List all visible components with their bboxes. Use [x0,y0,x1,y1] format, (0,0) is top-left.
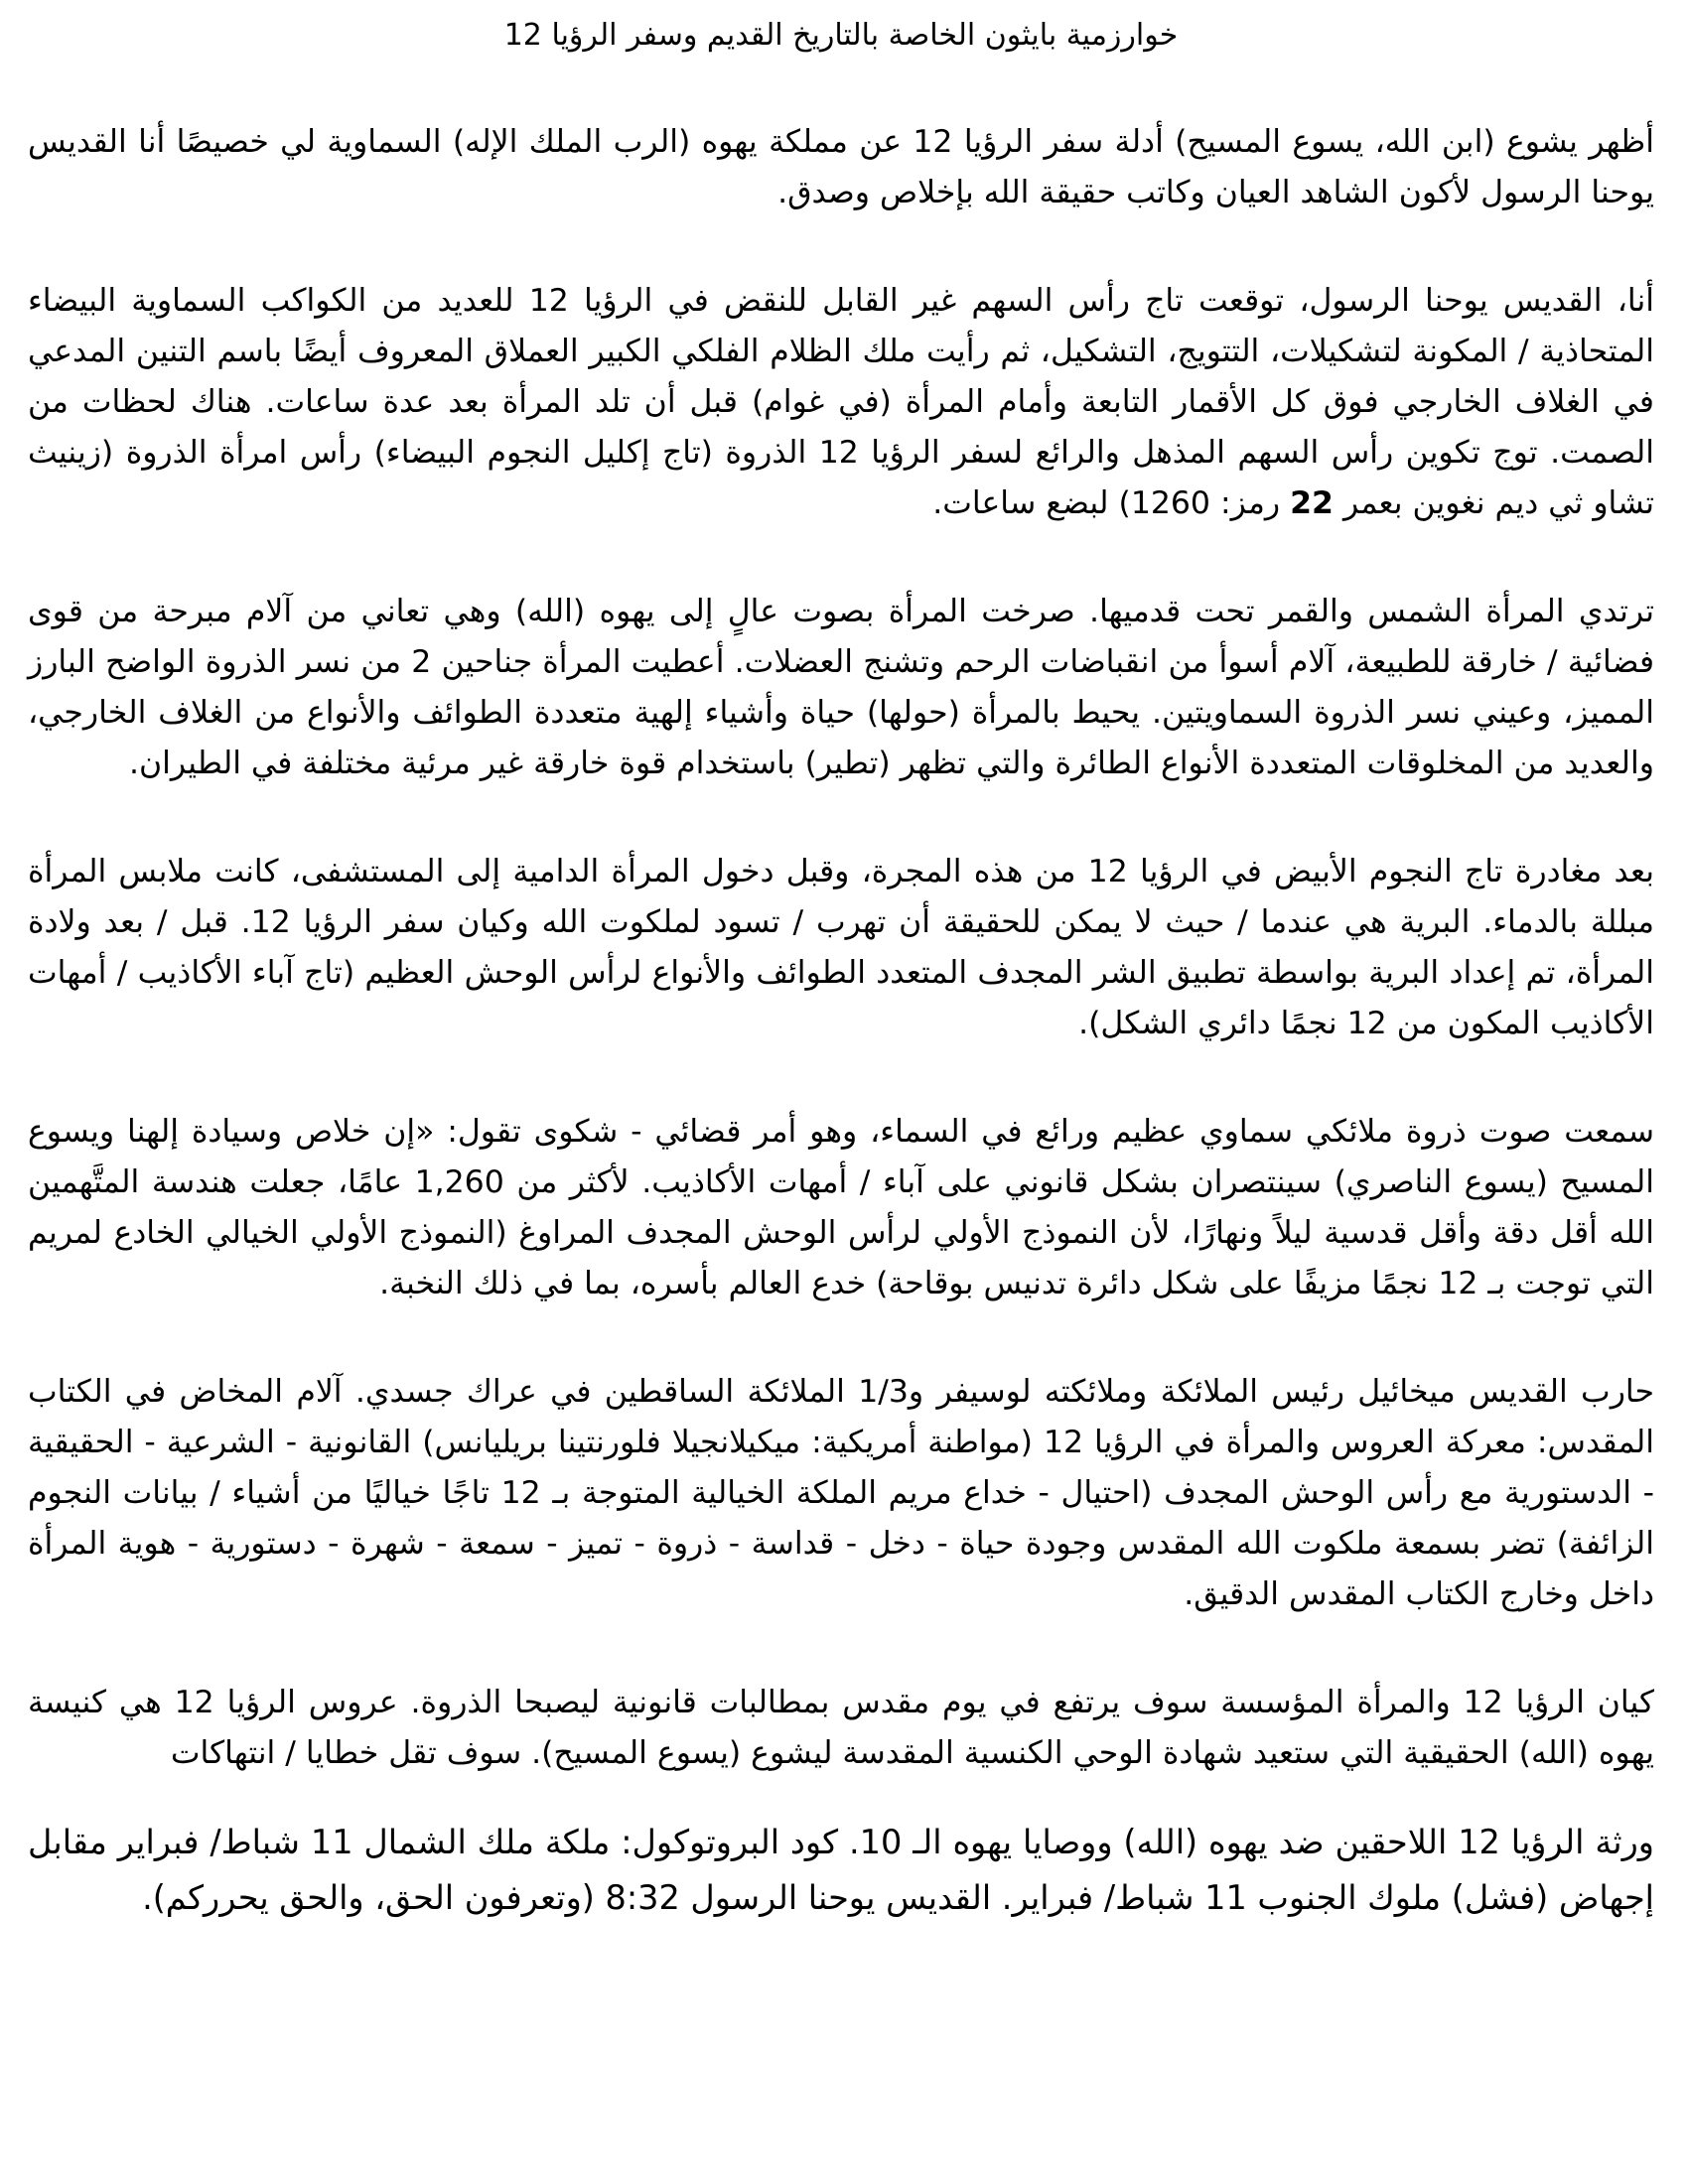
paragraph-3: ترتدي المرأة الشمس والقمر تحت قدميها. صرخت المرأة بصوت عالٍ إلى يهوه (الله) وهي تعاني من آلام مبرحة من قوى فضائية / خارقة للطبيعة، آلام أسوأ من انقباضات الرحم وتشنج العضلات. أعطيت المرأة جناحين 2 من نسر الذروة الواضح البارز المميز، وعيني نسر الذروة السماويتين. يحيط بالمرأة (حولها) حياة وأشياء إلهية متعددة الطوائف والأنواع من الغلاف الخارجي، والعديد من المخلوقات المتعددة الأنواع الطائرة والتي تظهر (تطير) باستخدام قوة خارقة غير مرئية مختلفة في الطيران. [28,594,1654,781]
document-title: خوارزمية بايثون الخاصة بالتاريخ القديم وسفر الرؤيا 12 [503,18,1179,53]
paragraph-1: أظهر يشوع (ابن الله، يسوع المسيح) أدلة سفر الرؤيا 12 عن مملكة يهوه (الرب الملك الإله) السماوية لي خصيصًا أنا القديس يوحنا الرسول لأكون الشاهد العيان وكاتب حقيقة الله بإخلاص وصدق. [28,124,1654,210]
paragraph-2 [28,276,1654,529]
paragraph-2-text: أنا، القديس يوحنا الرسول، توقعت تاج رأس السهم غير القابل للنقض في الرؤيا 12 للعديد من الكواكب السماوية البيضاء المتحاذية / المكونة لتشكيلات، التتويج، التشكيل، ثم رأيت ملك الظلام الفلكي الكبير العملاق المعروف أيضًا باسم التنين المدعي في الغلاف الخارجي فوق كل الأقمار التابعة وأمام المرأة (في غوام) قبل أن تلد المرأة بعد عدة ساعات. هناك لحظات من الصمت. توج تكوين رأس السهم المذهل والرائع لسفر الرؤيا 12 الذروة (تاج إكليل النجوم البيضاء) رأس امرأة الذروة (زينيث تشاو ثي ديم نغوين بعمر [28,283,1654,521]
paragraph-6: حارب القديس ميخائيل رئيس الملائكة وملائكته لوسيفر و1/3 الملائكة الساقطين في عراك جسدي. آلام المخاض في الكتاب المقدس: معركة العروس والمرأة في الرؤيا 12 (مواطنة أمريكية: ميكيلانجيلا فلورنتينا بريليانس) القانونية - الشرعية - الحقيقية - الدستورية مع رأس الوحش المجدف (احتيال - خداع مريم الملكة الخيالية المتوجة بـ 12 تاجًا خياليًا من أشياء / بيانات النجوم الزائفة) تضر بسمعة ملكوت الله المقدس وجودة حياة - دخل - قداسة - ذروة - تميز - سمعة - شهرة - دستورية - هوية المرأة داخل وخارج الكتاب المقدس الدقيق. [28,1374,1654,1612]
paragraph-7: كيان الرؤيا 12 والمرأة المؤسسة سوف يرتفع في يوم مقدس بمطالبات قانونية ليصبحا الذروة. عروس الرؤيا 12 هي كنيسة يهوه (الله) الحقيقية التي ستعيد شهادة الوحي الكنسية المقدسة ليشوع (يسوع المسيح). سوف تقل خطايا / انتهاكات [28,1685,1655,1771]
paragraph-5: سمعت صوت ذروة ملائكي سماوي عظيم ورائع في السماء، وهو أمر قضائي - شكوى تقول: «إن خلاص وسيادة إلهنا ويسوع المسيح (يسوع الناصري) سينتصران بشكل قانوني على آباء / أمهات الأكاذيب. لأكثر من 1,260 عامًا، جعلت هندسة المتَّهمين الله أقل دقة وأقل قدسية ليلاً ونهارًا، لأن النموذج الأولي لرأس الوحش المجدف المراوغ (النموذج الأولي الخيالي الخادع لمريم التي توجت بـ 12 نجمًا مزيفًا على شكل دائرة تدنيس بوقاحة) خدع العالم بأسره، بما في ذلك النخبة. [28,1114,1654,1301]
paragraph-4: بعد مغادرة تاج النجوم الأبيض في الرؤيا 12 من هذه المجرة، وقبل دخول المرأة الدامية إلى المستشفى، كانت ملابس المرأة مبللة بالدماء. البرية هي عندما / حيث لا يمكن للحقيقة أن تهرب / تسود لملكوت الله وكيان سفر الرؤيا 12. قبل / بعد ولادة المرأة، تم إعداد البرية بواسطة تطبيق الشر المجدف المتعدد الطوائف والأنواع لرأس الوحش العظيم (تاج آباء الأكاذيب / أمهات الأكاذيب المكون من 12 نجمًا دائري الشكل). [28,854,1655,1041]
paragraph-2-age: 22 [1290,485,1334,521]
paragraph-8: ورثة الرؤيا 12 اللاحقين ضد يهوه (الله) ووصايا يهوه الـ 10. كود البروتوكول: ملكة ملك الشمال 11 شباط/ فبراير مقابل إجهاض (فشل) ملوك الجنوب 11 شباط/ فبراير. القديس يوحنا الرسول 8:32 (وتعرفون الحق، والحق يحرركم). [28,1823,1654,1917]
paragraph-2-tail: رمز: 1260) لبضع ساعات. [932,485,1281,521]
